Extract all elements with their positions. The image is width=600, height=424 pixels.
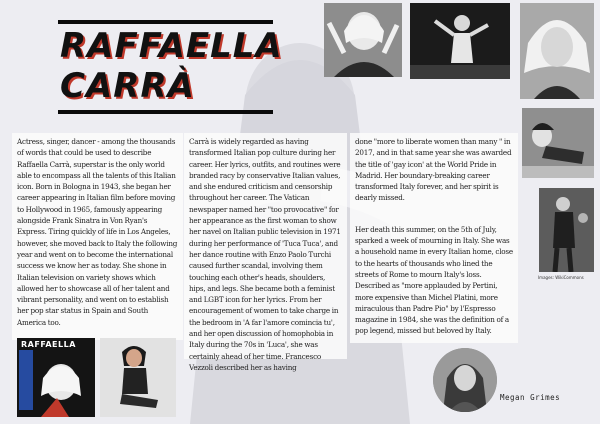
image-credit: Images: WikiCommons — [538, 275, 584, 280]
column-3-text-2: Her death this summer, on the 5th of July, sparked a week of mourning in Italy. She was a household name in every Italian home, close to the hearts of thousands who lined the streets of Rome to mourn Italy's loss. Described as "more applauded by Pertini, more expensive than Michel Platini, more miraculous than Padre Pio" by l'Espresso magazine in 1984, she was the definition of a pop legend, missed but beloved by Italy. — [355, 224, 513, 336]
column-1-text: Actress, singer, dancer - among the thousands of words that could be used to describe Raffaella Carrà, superstar is the only world able to encompass all the talents of this Italian icon. Born in Bologna in 1943, she began her career appearing in Italian film before moving to Hollywood in 1965, famously appearing alongside Frank Sinatra in Von Ryan's Express. Tiring quickly of life in Los Angeles, however, she moved back to Italy the following year and went on to become the international success we know her as today. She shone in Italian television on variety shows which allowed her to showcase all of her talent and vibrant personality, and went on to establish her pop star status in Spain and South America too. — [17, 137, 178, 327]
title-line-1: RAFFAELLA — [60, 26, 283, 66]
column-2-text: Carrà is widely regarded as having transformed Italian pop culture during her career. Her lyrics, outfits, and routines were branded racy by conservative Italian values, and she endured criticism and censorship throughout her career. The Vatican newspaper named her "too provocative" for her appearance as the first woman to show her navel on Italian public television in 1971 during her performance of 'Tuca Tuca', and her dance routine with Enzo Paolo Turchi caused further scandal, involving them touching each other's heads, shoulders, hips, and legs. She became both a feminist and LGBT icon for her lyrics. From her encouragement of women to take charge in the bedroom in 'A far l'amore comincia tu', and her open discussion of homophobia in Italy during the 70s in 'Luca', she was certainly ahead of her time. Francesco Vezzoli described her as having — [189, 137, 341, 372]
author-avatar — [433, 348, 497, 412]
author-name: Megan Grimes — [500, 393, 561, 402]
photo-standing — [539, 188, 594, 272]
column-3-text-1: done "more to liberate women than many " in 2017, and in that same year she was awarded the title of 'gay icon' at the World Pride in Madrid. Her boundary-breaking career transformed Italy forever, and her spirit is dearly missed. — [355, 137, 512, 203]
title-top-rule — [58, 20, 273, 24]
photo-portrait-1 — [324, 3, 402, 77]
article-column-1 — [12, 133, 183, 340]
title-bottom-rule — [58, 110, 273, 114]
photo-reclining — [522, 108, 594, 178]
article-title — [58, 20, 283, 115]
title-line-2: CARRÀ — [60, 66, 195, 106]
photo-album-cover — [17, 338, 95, 417]
article-column-2 — [184, 133, 347, 372]
photo-stage-performance — [410, 3, 510, 79]
article-column-3 — [350, 133, 518, 343]
photo-portrait-2 — [520, 3, 594, 99]
album-cover-title: RAFFAELLA — [21, 340, 76, 349]
photo-seated — [100, 338, 176, 417]
